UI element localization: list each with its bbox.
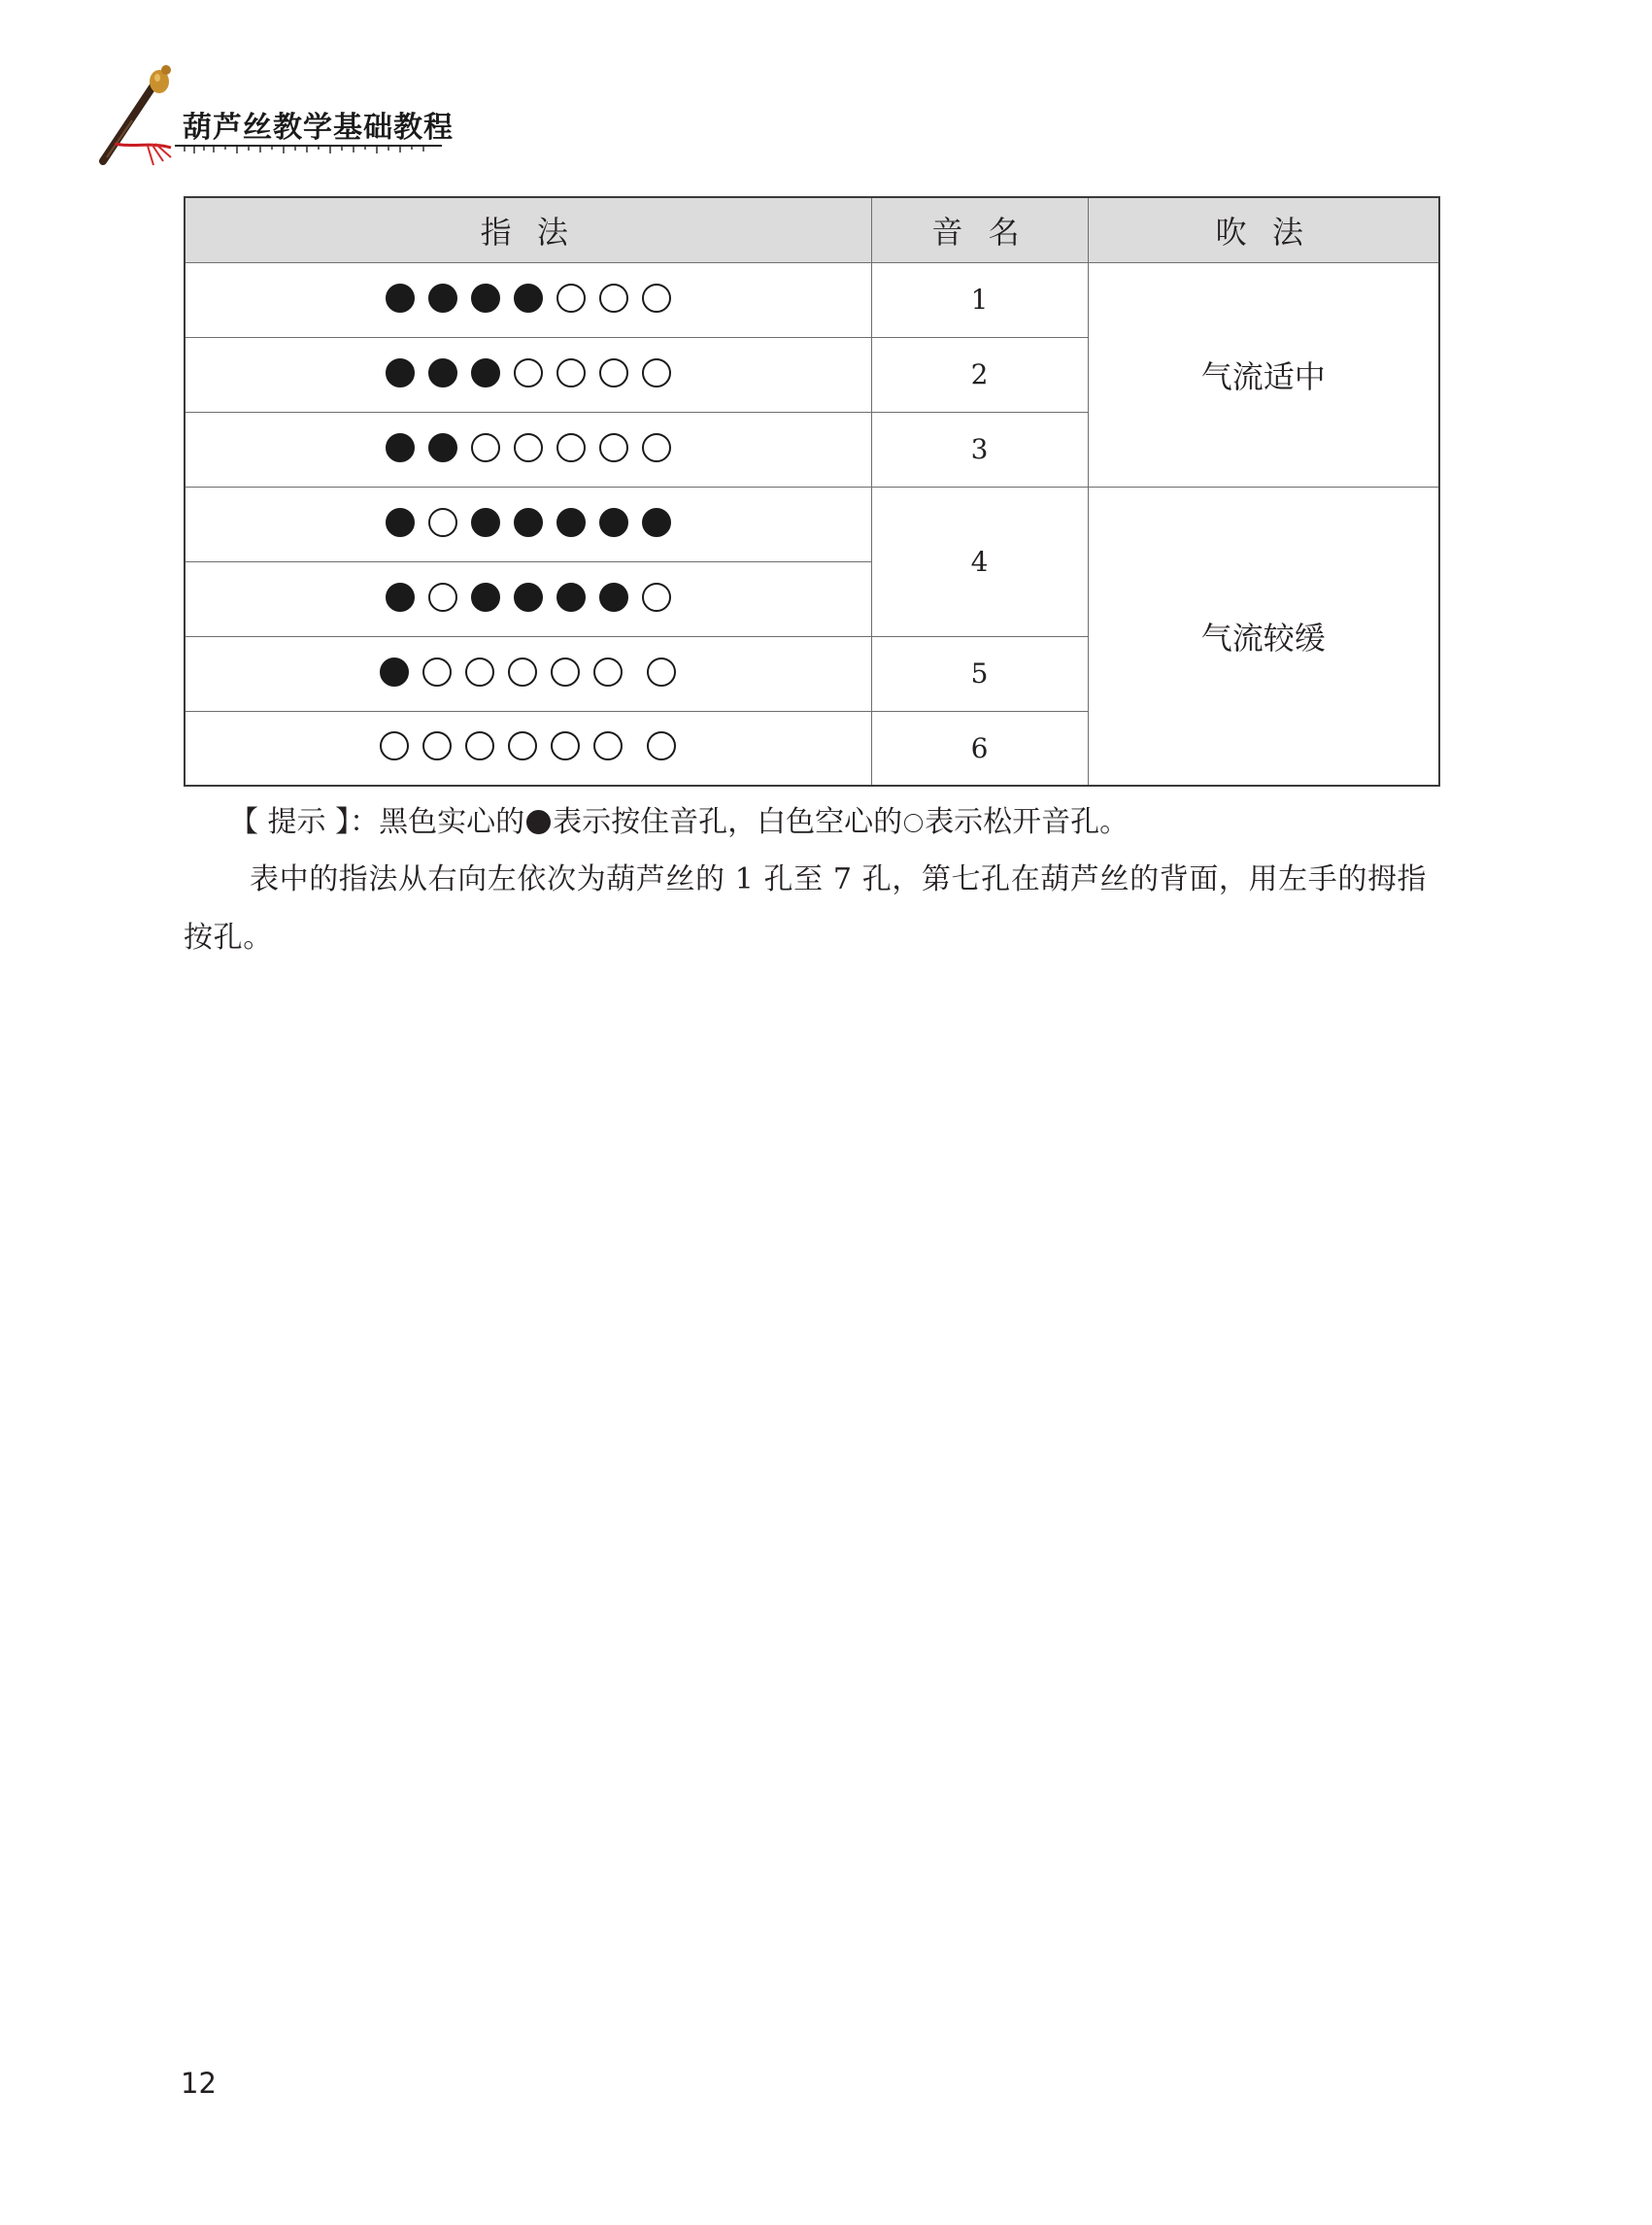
open-hole-icon — [593, 657, 623, 687]
closed-hole-icon — [556, 508, 586, 537]
breath-cell: 气流较缓 — [1088, 487, 1439, 786]
filled-circle-icon — [526, 810, 551, 834]
open-hole-icon — [599, 433, 628, 462]
note-cell: 5 — [871, 636, 1088, 711]
open-hole-icon — [642, 583, 671, 612]
open-hole-icon — [428, 583, 457, 612]
closed-hole-icon — [428, 358, 457, 388]
fingering-holes — [379, 358, 678, 388]
open-hole-icon — [465, 657, 494, 687]
table-row — [185, 487, 1439, 561]
closed-hole-icon — [386, 284, 415, 313]
note-cell: 6 — [871, 711, 1088, 786]
fingering-table — [184, 196, 1440, 787]
closed-hole-icon — [428, 284, 457, 313]
closed-hole-icon — [386, 583, 415, 612]
closed-hole-icon — [386, 508, 415, 537]
hollow-circle-icon — [904, 814, 923, 832]
open-hole-icon — [556, 433, 586, 462]
fingering-cell — [185, 337, 871, 412]
column-header-note: 音 名 — [871, 197, 1088, 262]
closed-hole-icon — [599, 583, 628, 612]
fingering-holes — [379, 433, 678, 462]
note-cell: 1 — [871, 262, 1088, 337]
fingering-cell — [185, 636, 871, 711]
open-hole-icon — [647, 657, 676, 687]
fingering-holes — [379, 508, 678, 537]
closed-hole-icon — [428, 433, 457, 462]
tip-text-2: 表示按住音孔，白色空心的 — [553, 805, 903, 839]
closed-hole-icon — [514, 284, 543, 313]
fingering-cell — [185, 711, 871, 786]
fingering-cell — [185, 262, 871, 337]
open-hole-icon — [422, 657, 452, 687]
fingering-holes — [379, 284, 678, 313]
open-hole-icon — [551, 657, 580, 687]
tip-label: 【 提示 】 — [229, 805, 351, 839]
open-hole-icon — [647, 731, 676, 760]
book-title: 葫芦丝教学基础教程 — [183, 111, 454, 145]
open-hole-icon — [514, 433, 543, 462]
open-hole-icon — [465, 731, 494, 760]
closed-hole-icon — [471, 508, 500, 537]
closed-hole-icon — [642, 508, 671, 537]
column-header-fingering: 指 法 — [185, 197, 871, 262]
note-cell: 4 — [871, 487, 1088, 636]
open-hole-icon — [642, 358, 671, 388]
closed-hole-icon — [380, 657, 409, 687]
breath-cell: 气流适中 — [1088, 262, 1439, 487]
fingering-cell — [185, 561, 871, 636]
closed-hole-icon — [556, 583, 586, 612]
open-hole-icon — [556, 284, 586, 313]
open-hole-icon — [599, 358, 628, 388]
fingering-cell — [185, 412, 871, 487]
open-hole-icon — [508, 657, 537, 687]
open-hole-icon — [642, 284, 671, 313]
closed-hole-icon — [471, 284, 500, 313]
open-hole-icon — [599, 284, 628, 313]
open-hole-icon — [508, 731, 537, 760]
tip-text-1: ：黑色实心的 — [350, 805, 525, 839]
note-cell: 3 — [871, 412, 1088, 487]
fingering-cell — [185, 487, 871, 561]
closed-hole-icon — [599, 508, 628, 537]
open-hole-icon — [514, 358, 543, 388]
page-number: 12 — [181, 2067, 217, 2100]
closed-hole-icon — [471, 358, 500, 388]
open-hole-icon — [556, 358, 586, 388]
explanation-paragraph: 表中的指法从右向左依次为葫芦丝的 1 孔至 7 孔，第七孔在葫芦丝的背面，用左手的拇指按孔。 — [184, 862, 1428, 955]
page-header — [93, 64, 453, 171]
tip-note — [229, 793, 1129, 852]
closed-hole-icon — [386, 358, 415, 388]
fingering-holes — [373, 657, 683, 687]
open-hole-icon — [593, 731, 623, 760]
fingering-holes — [373, 731, 683, 760]
open-hole-icon — [551, 731, 580, 760]
open-hole-icon — [642, 433, 671, 462]
note-cell: 2 — [871, 337, 1088, 412]
closed-hole-icon — [514, 583, 543, 612]
closed-hole-icon — [386, 433, 415, 462]
open-hole-icon — [380, 731, 409, 760]
closed-hole-icon — [471, 583, 500, 612]
open-hole-icon — [422, 731, 452, 760]
header-decorative-rule — [175, 142, 447, 155]
closed-hole-icon — [514, 508, 543, 537]
tip-text-3: 表示松开音孔。 — [925, 805, 1129, 839]
fingering-holes — [379, 583, 678, 612]
table-row — [185, 262, 1439, 337]
table-header-row — [185, 197, 1439, 262]
open-hole-icon — [428, 508, 457, 537]
open-hole-icon — [471, 433, 500, 462]
column-header-breath: 吹 法 — [1088, 197, 1439, 262]
